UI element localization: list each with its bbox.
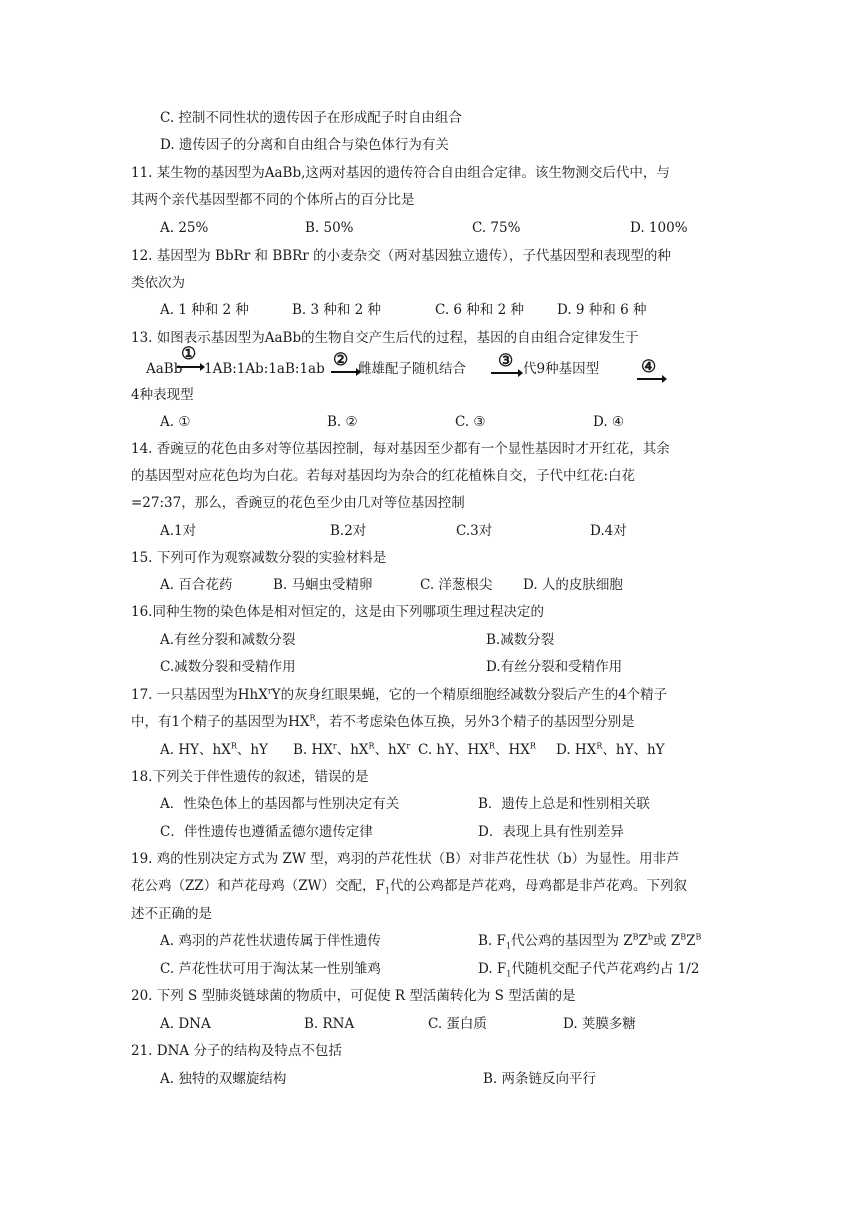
q13-step2-text: 雌雄配子随机结合 — [358, 361, 466, 377]
q18-option-d: D．表现上具有性别差异 — [478, 824, 624, 840]
q19-option-a: A. 鸡羽的芦花性状遗传属于伴性遗传 — [160, 933, 381, 949]
q17-option-d: D. $HX^R$、hY、hY — [556, 741, 665, 758]
q12-stem-line1: 12. 基因型为 BbRr 和 BBRr 的小麦杂交（两对基因独立遗传），子代基因型和表现型的种 — [131, 248, 671, 264]
q18-option-b: B．遗传上总是和性别相关联 — [478, 796, 650, 812]
q19-stem-line2: 花公鸡（ZZ）和芦花母鸡（ZW）交配，$F_1$代的公鸡都是芦花鸡，母鸡都是非芦花鸡。下列叙 — [131, 878, 687, 896]
q20-option-a: A. DNA — [160, 1016, 211, 1032]
q13-option-a: A. ① — [160, 414, 191, 430]
q16-option-a: A.有丝分裂和减数分裂 — [160, 632, 296, 648]
q15-option-d: D. 人的皮肤细胞 — [523, 577, 623, 593]
q13-step1-mark: ① — [181, 344, 197, 364]
q13-step3-text: 代9种基因型 — [523, 361, 600, 377]
q21-stem-line1: 21. DNA 分子的结构及特点不包括 — [131, 1043, 342, 1059]
q11-option-d: D. 100% — [630, 220, 688, 236]
q13-option-c: C. ③ — [455, 414, 486, 430]
q13-stem-line3: 4种表现型 — [131, 387, 194, 403]
q13-step4-mark: ④ — [641, 357, 657, 377]
q11-option-c: C. 75% — [472, 220, 521, 236]
q19-option-c: C. 芦花性状可用于淘汰某一性别雏鸡 — [160, 961, 381, 977]
q13-arrow-4 — [636, 374, 668, 384]
q13-flow-start: AaBb — [146, 361, 183, 377]
q14-stem-line2: 的基因型对应花色均为白花。若每对基因均为杂合的红花植株自交，子代中红花:白花 — [131, 468, 636, 484]
q21-option-a: A. 独特的双螺旋结构 — [160, 1071, 287, 1087]
q10-option-c: C. 控制不同性状的遗传因子在形成配子时自由组合 — [160, 110, 462, 126]
q13-step2-mark: ② — [333, 350, 349, 370]
q14-option-b: B.2对 — [330, 523, 367, 539]
q13-stem-line1: 13. 如图表示基因型为AaBb的生物自交产生后代的过程，基因的自由组合定律发生于 — [131, 330, 639, 346]
q11-stem-line2: 其两个亲代基因型都不同的个体所占的百分比是 — [131, 192, 415, 208]
q13-option-d: D. ④ — [593, 414, 625, 430]
q12-option-b: B. 3 种和 2 种 — [292, 302, 382, 318]
q21-option-b: B. 两条链反向平行 — [483, 1071, 597, 1087]
q19-option-b: B. $F_1$代公鸡的基因型为 $Z^BZ^b$或 $Z^BZ^B$ — [478, 932, 702, 951]
q20-option-c: C. 蛋白质 — [428, 1016, 487, 1032]
q19-option-d: D. $F_1$代随机交配子代芦花鸡约占 1/2 — [478, 961, 700, 979]
q12-option-a: A. 1 种和 2 种 — [160, 302, 249, 318]
q14-stem-line1: 14. 香豌豆的花色由多对等位基因控制，每对基因至少都有一个显性基因时才开红花，其余 — [131, 441, 670, 457]
q12-option-d: D. 9 种和 6 种 — [557, 302, 647, 318]
q17-stem-line2: 中，有1个精子的基因型为$HX^R$，若不考虑染色体互换，另外3个精子的基因型分别是 — [131, 713, 635, 730]
q20-option-b: B. RNA — [304, 1016, 355, 1032]
q16-option-b: B.减数分裂 — [486, 632, 555, 648]
q13-step3-mark: ③ — [498, 351, 514, 371]
q19-stem-line3: 述不正确的是 — [131, 906, 212, 922]
q13-option-b: B. ② — [327, 414, 358, 430]
q20-stem-line1: 20. 下列 S 型肺炎链球菌的物质中，可促使 R 型活菌转化为 S 型活菌的是 — [131, 988, 576, 1004]
q17-option-c: C. hY、$HX^R$、$HX^R$ — [418, 741, 536, 758]
q16-option-d: D.有丝分裂和受精作用 — [486, 659, 623, 675]
q15-option-b: B. 马蛔虫受精卵 — [273, 577, 373, 593]
q13-flow-gametes: 1AB:1Ab:1aB:1ab — [204, 361, 325, 377]
q15-stem-line1: 15. 下列可作为观察减数分裂的实验材料是 — [131, 550, 387, 566]
q15-option-c: C. 洋葱根尖 — [420, 577, 493, 593]
q16-stem-line1: 16.同种生物的染色体是相对恒定的，这是由下列哪项生理过程决定的 — [131, 604, 544, 620]
q15-option-a: A. 百合花药 — [160, 577, 233, 593]
q11-option-b: B. 50% — [305, 220, 354, 236]
q14-stem-line3: =27:37，那么，香豌豆的花色至少由几对等位基因控制 — [131, 495, 465, 511]
q18-option-a: A．性染色体上的基因都与性别决定有关 — [160, 796, 400, 812]
q12-option-c: C. 6 种和 2 种 — [435, 302, 524, 318]
q12-stem-line2: 类依次为 — [131, 275, 185, 291]
q17-option-a: A. HY、$hX^R$、hY — [160, 741, 268, 758]
q11-stem-line1: 11. 某生物的基因型为AaBb,这两对基因的遗传符合自由组合定律。该生物测交后代中，与 — [131, 165, 670, 181]
q14-option-c: C.3对 — [456, 523, 493, 539]
q17-stem-line1: 17. 一只基因型为HhX$^r$Y的灰身红眼果蝇，它的一个精原细胞经减数分裂后产生的4个精子 — [131, 686, 668, 703]
q13-arrow-1 — [176, 362, 206, 372]
q17-option-b: B. $HX^r$、$hX^R$、$hX^r$ — [293, 741, 411, 758]
q16-option-c: C.减数分裂和受精作用 — [160, 659, 296, 675]
q18-option-c: C．伴性遗传也遵循孟德尔遗传定律 — [160, 824, 373, 840]
q18-stem-line1: 18.下列关于伴性遗传的叙述，错误的是 — [131, 769, 369, 785]
q14-option-a: A.1对 — [160, 523, 197, 539]
q10-option-d: D. 遗传因子的分离和自由组合与染色体行为有关 — [160, 137, 449, 153]
q13-arrow-3 — [490, 368, 524, 378]
q19-stem-line1: 19. 鸡的性别决定方式为 ZW 型，鸡羽的芦花性状（B）对非芦花性状（b）为显性。用非芦 — [131, 851, 680, 867]
q11-option-a: A. 25% — [160, 220, 209, 236]
q20-option-d: D. 荚膜多糖 — [563, 1016, 636, 1032]
q14-option-d: D.4对 — [590, 523, 627, 539]
